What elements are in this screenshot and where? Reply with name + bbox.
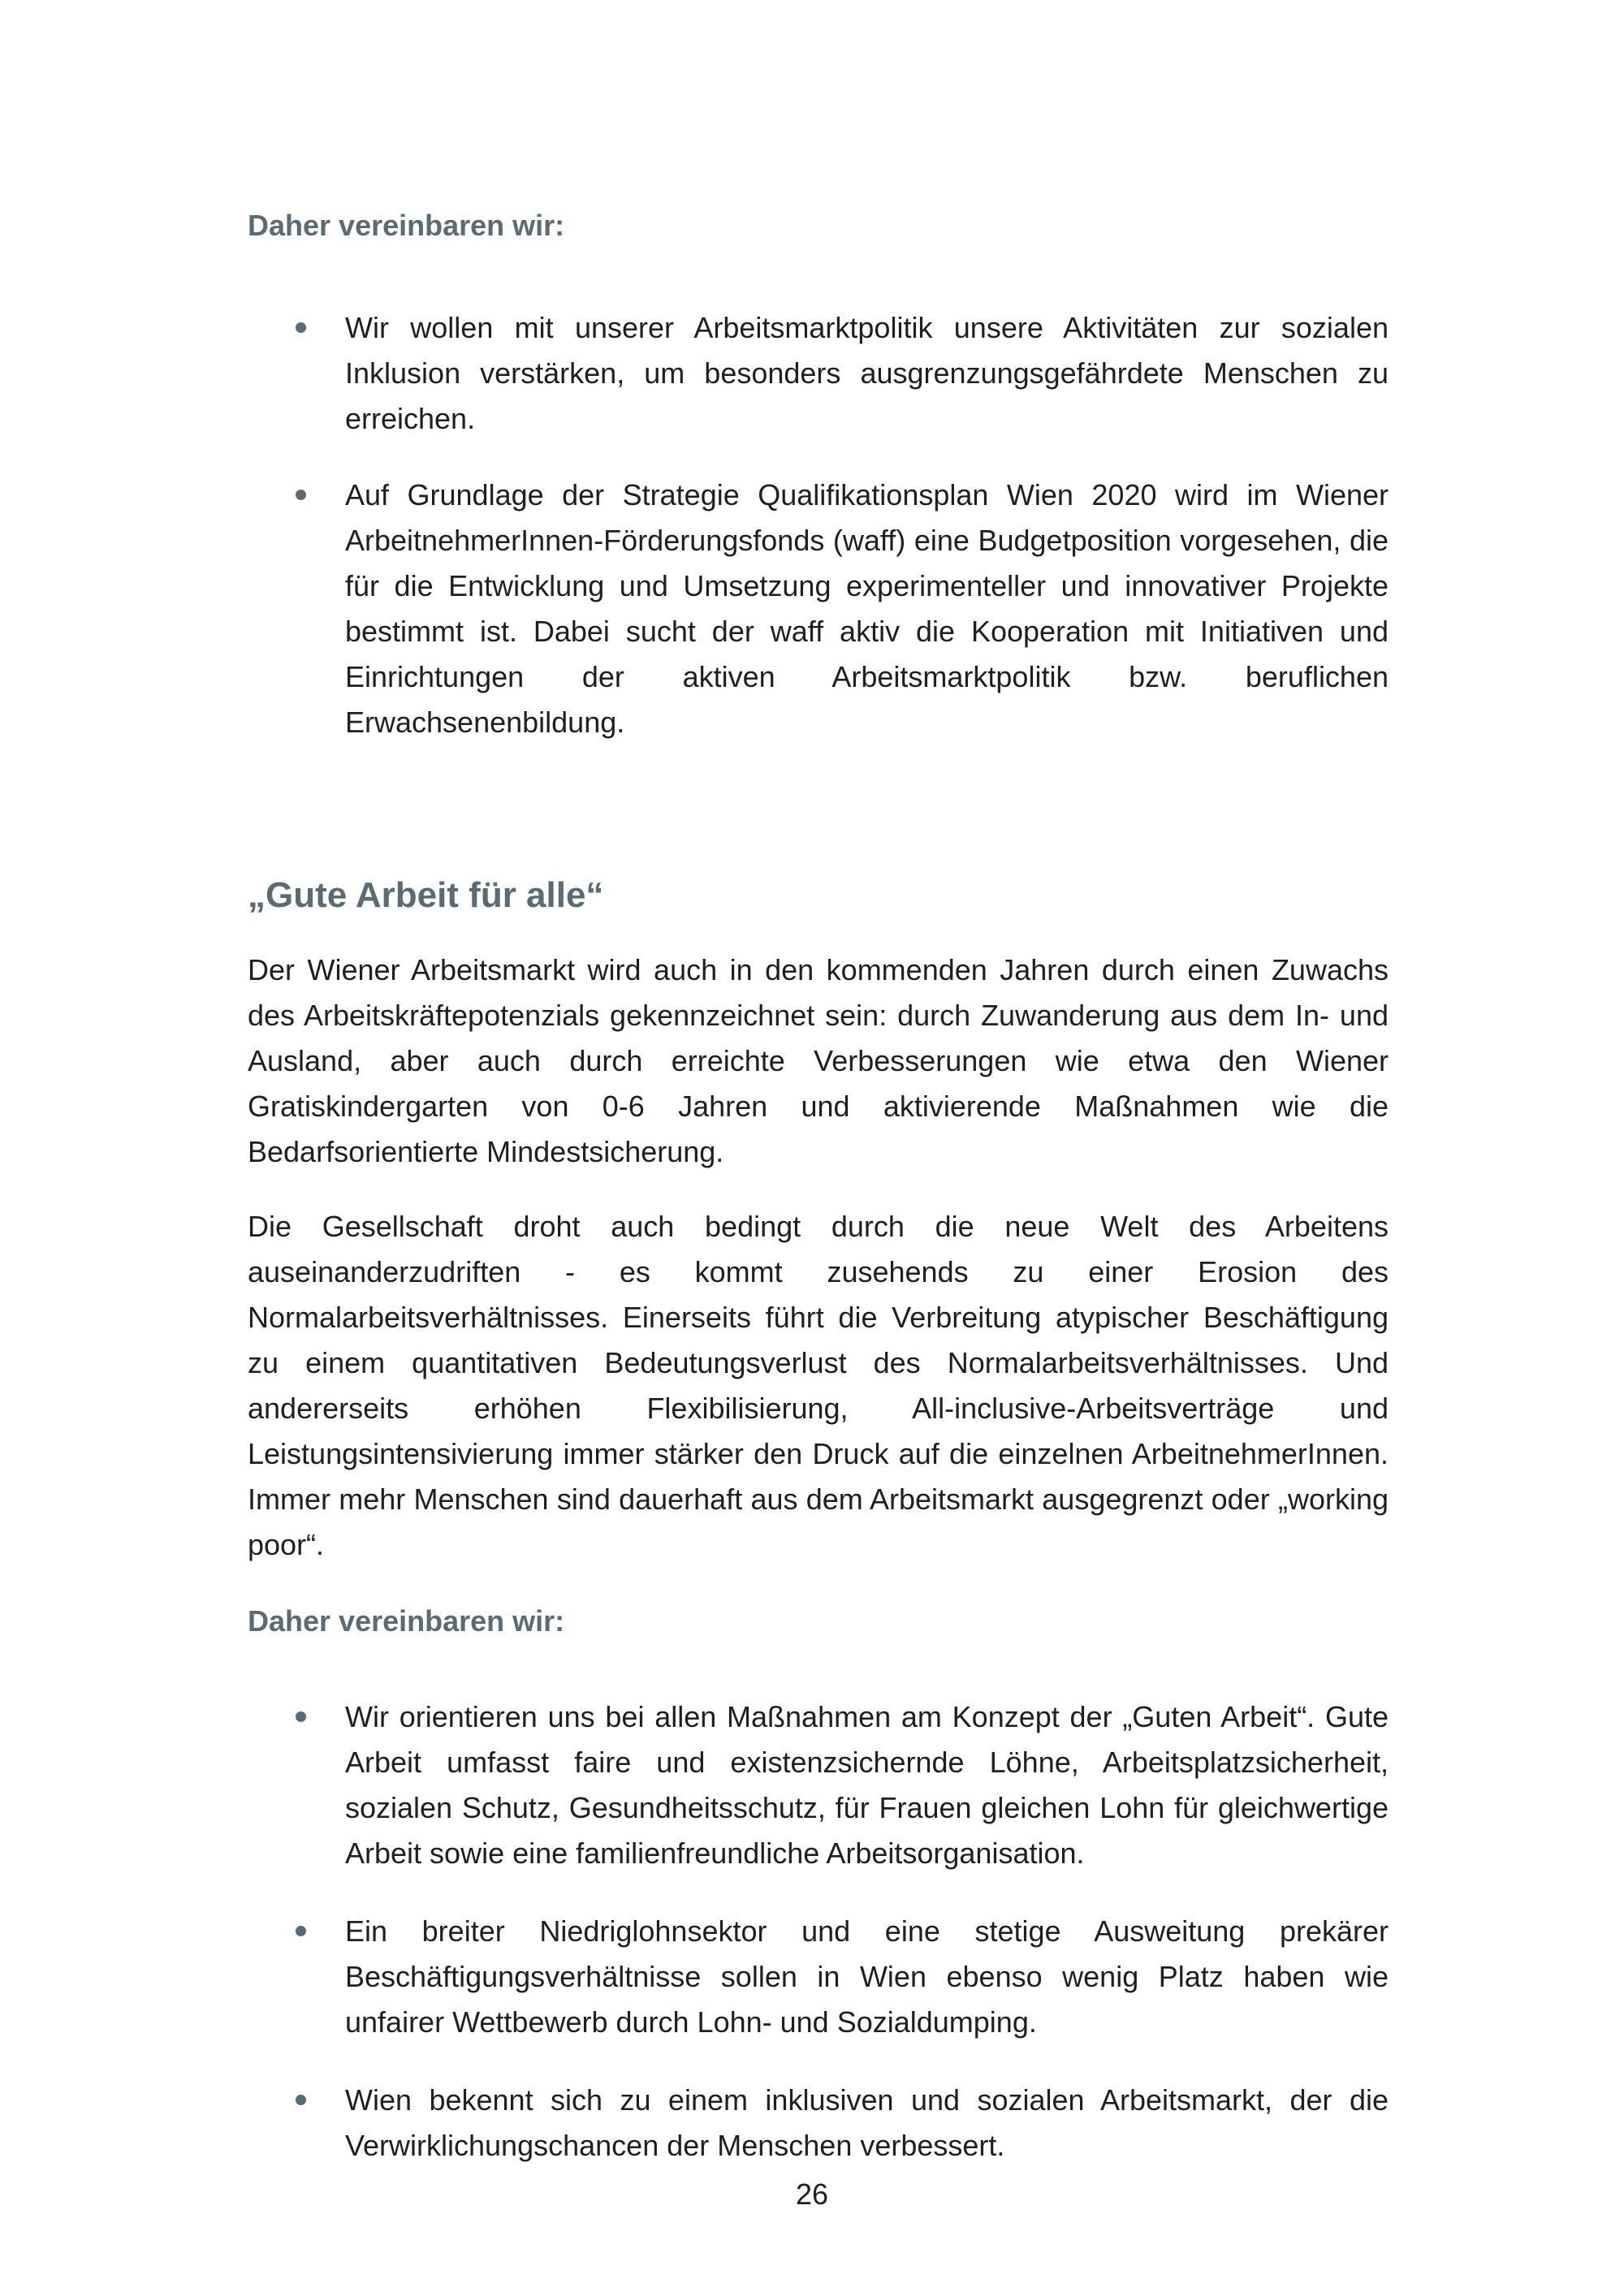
paragraph: Die Gesellschaft droht auch bedingt durch die neue Welt des Arbeitens auseinanderzudriften - es kommt zusehends zu einer Erosion des Normalarbeitsverhältnisses. Einerseits führt die Verbreitung atypischer Beschäftigung zu einem quantitativen Bedeutungsverlust des Normalarbeitsverhältnisses. Und andererseits erhöhen Flexibilisierung, All-inclusive-Arbeitsverträge und Leistungsintensivierung immer stärker den Druck auf die einzelnen ArbeitnehmerInnen. Immer mehr Menschen sind dauerhaft aus dem Arbeitsmarkt ausgegrenzt oder „working poor“. bbox=[248, 1210, 1389, 1561]
list-item-text: Ein breiter Niedriglohnsektor und eine stetige Ausweitung prekärer Beschäftigungsverhältnisse sollen in Wien ebenso wenig Platz haben wie unfairer Wettbewerb durch Lohn- und Sozialdumping. bbox=[345, 1914, 1389, 2039]
section-subheading: Daher vereinbaren wir: bbox=[248, 1604, 565, 1638]
document-page bbox=[248, 203, 1389, 2169]
list-item bbox=[248, 305, 1389, 442]
section-heading: „Gute Arbeit für alle“ bbox=[248, 875, 604, 915]
bullet-icon bbox=[296, 490, 306, 500]
list-item-text: Wir wollen mit unserer Arbeitsmarktpolitik unsere Aktivitäten zur sozialen Inklusion verstärken, um besonders ausgrenzungsgefährdete Menschen zu erreichen. bbox=[345, 311, 1389, 435]
bullet-icon bbox=[296, 1711, 306, 1722]
paragraph: Der Wiener Arbeitsmarkt wird auch in den kommenden Jahren durch einen Zuwachs des Arbeitskräftepotenzials gekennzeichnet sein: durch Zuwanderung aus dem In- und Ausland, aber auch durch erreichte Verbesserungen wie etwa den Wiener Gratiskindergarten von 0-6 Jahren und aktivierende Maßnahmen wie die Bedarfsorientierte Mindestsicherung. bbox=[248, 953, 1389, 1168]
list-item-text: Auf Grundlage der Strategie Qualifikationsplan Wien 2020 wird im Wiener ArbeitnehmerInnen-Förderungsfonds (waff) eine Budgetposition vorgesehen, die für die Entwicklung und Umsetzung experimenteller und innovativer Projekte bestimmt ist. Dabei sucht der waff aktiv die Kooperation mit Initiativen und Einrichtungen der aktiven Arbeitsmarktpolitik bzw. beruflichen Erwachsenenbildung. bbox=[345, 478, 1389, 739]
bullet-list bbox=[248, 305, 1389, 745]
bullet-icon bbox=[296, 1926, 306, 1936]
section-subheading: Daher vereinbaren wir: bbox=[248, 209, 565, 242]
list-item bbox=[248, 2078, 1389, 2169]
bullet-icon bbox=[296, 2095, 306, 2105]
bullet-icon bbox=[296, 322, 306, 333]
list-item-text: Wir orientieren uns bei allen Maßnahmen am Konzept der „Guten Arbeit“. Gute Arbeit umfasst faire und existenzsichernde Löhne, Arbeitsplatzsicherheit, sozialen Schutz, Gesundheitsschutz, für Frauen gleichen Lohn für gleichwertige Arbeit sowie eine familienfreundliche Arbeitsorganisation. bbox=[345, 1700, 1389, 1870]
list-item bbox=[248, 1694, 1389, 1876]
page-number: 26 bbox=[795, 2177, 829, 2211]
list-item bbox=[248, 1909, 1389, 2045]
list-item-text: Wien bekennt sich zu einem inklusiven und sozialen Arbeitsmarkt, der die Verwirklichungschancen der Menschen verbessert. bbox=[345, 2083, 1389, 2162]
bullet-list bbox=[248, 1694, 1389, 2169]
list-item bbox=[248, 473, 1389, 745]
